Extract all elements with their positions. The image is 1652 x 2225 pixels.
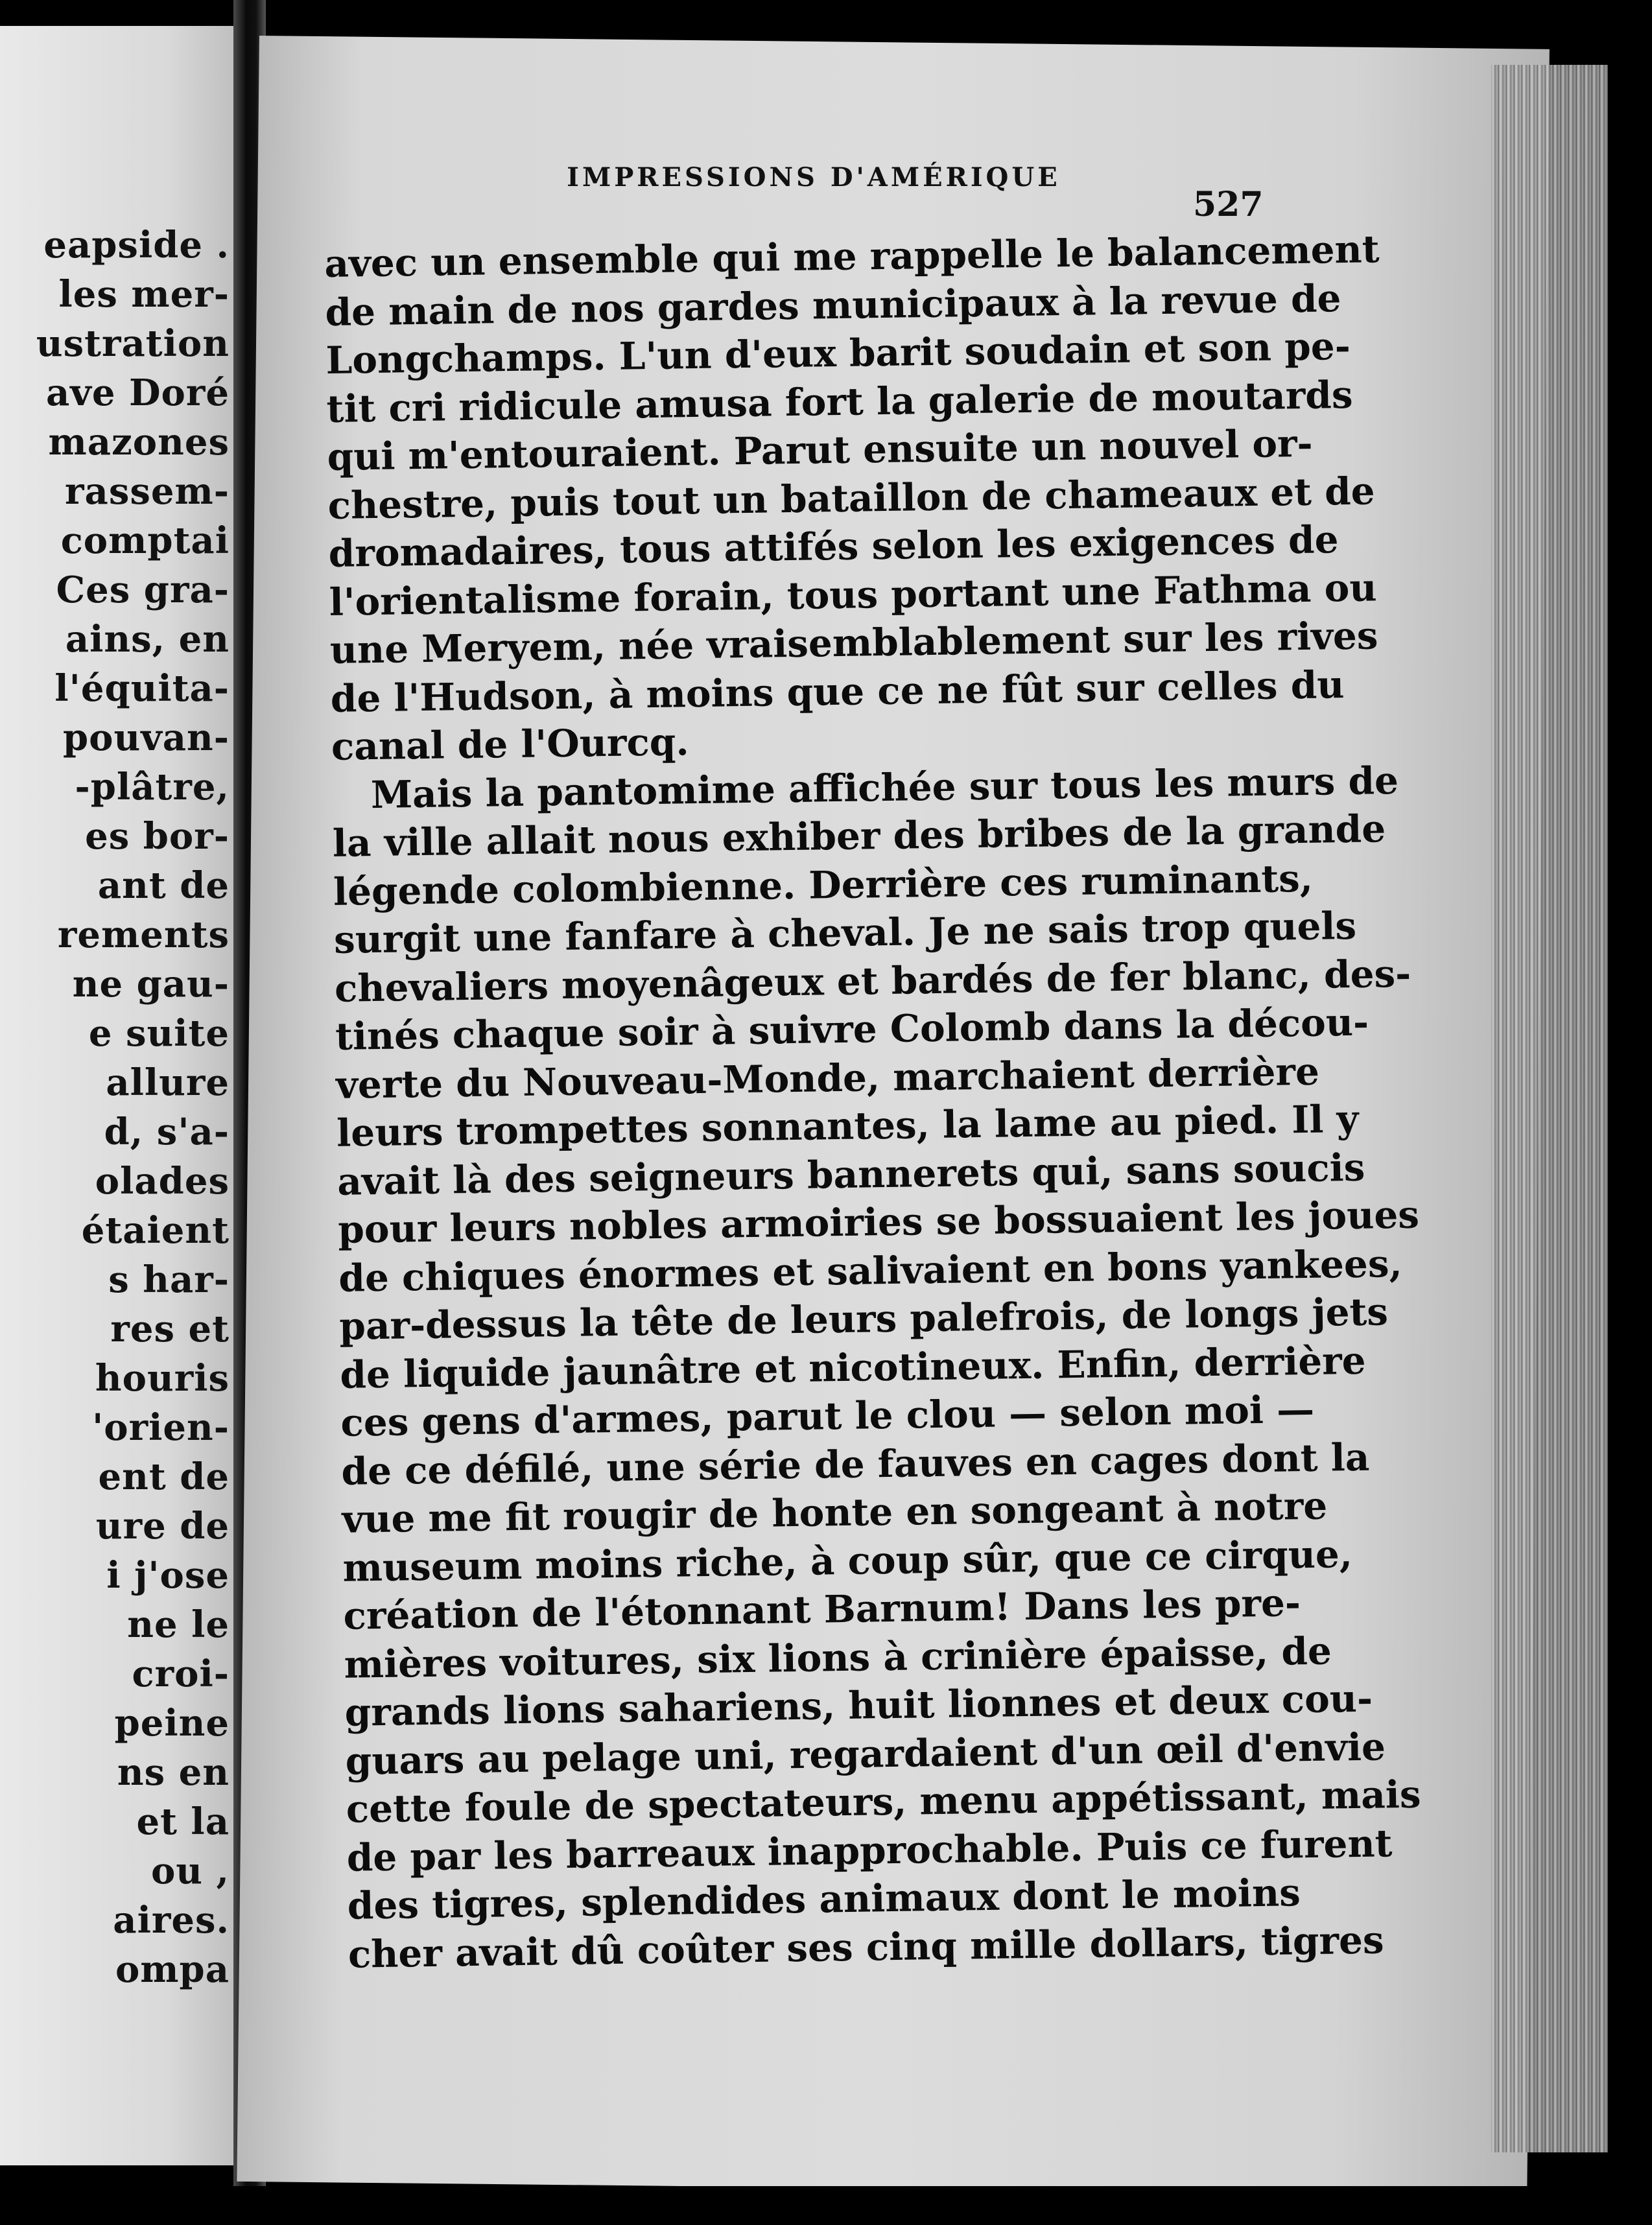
- left-line: allure: [106, 1061, 230, 1104]
- text-line: pour leurs nobles armoiries se bossuaient les joues: [337, 1192, 1420, 1252]
- text-line: canal de l'Ourcq.: [331, 720, 689, 769]
- text-line: de main de nos gardes municipaux à la revue de: [325, 276, 1341, 335]
- text-line: surgit une fanfare à cheval. Je ne sais trop quels: [333, 903, 1357, 962]
- left-line: ou ,: [150, 1850, 230, 1892]
- text-line: chevaliers moyenâgeux et bardés de fer blanc, des-: [334, 951, 1411, 1011]
- left-line: comptai: [60, 519, 230, 562]
- left-line: l'équita-: [54, 667, 230, 710]
- left-page-text: [36, 220, 230, 1994]
- text-line: de ce défilé, une série de fauves en cages dont la: [341, 1435, 1370, 1494]
- text-line: dromadaires, tous attifés selon les exigences de: [328, 517, 1339, 576]
- left-line: s har-: [108, 1258, 230, 1301]
- left-line: mazones: [48, 421, 230, 464]
- left-line: ave Doré: [46, 371, 230, 414]
- left-line: i j'ose: [106, 1554, 230, 1597]
- text-line: chestre, puis tout un bataillon de chameaux et de: [327, 468, 1375, 528]
- left-line: es bor-: [85, 815, 230, 858]
- text-line: de chiques énormes et salivaient en bons yankees,: [338, 1241, 1403, 1301]
- left-line: res et: [110, 1308, 230, 1350]
- text-line: ces gens d'armes, parut le clou — selon moi —: [340, 1387, 1315, 1445]
- text-line: de l'Hudson, à moins que ce ne fût sur celles du: [330, 662, 1345, 721]
- text-line: tit cri ridicule amusa fort la galerie de moutards: [326, 372, 1353, 431]
- text-line: museum moins riche, à coup sûr, que ce cirque,: [342, 1531, 1353, 1590]
- page-number: 527: [1193, 185, 1264, 224]
- text-line: des tigres, splendides animaux dont le moins: [347, 1870, 1301, 1928]
- text-line: cher avait dû coûter ses cinq mille dollars, tigres: [348, 1917, 1384, 1977]
- left-line: ains, en: [65, 618, 230, 661]
- text-line: cette foule de spectateurs, menu appétissant, mais: [346, 1772, 1421, 1831]
- text-line: avait là des seigneurs bannerets qui, sans soucis: [336, 1145, 1365, 1204]
- text-line: avec un ensemble qui me rappelle le balancement: [324, 227, 1380, 286]
- running-head: IMPRESSIONS D'AMÉRIQUE: [567, 162, 1061, 193]
- paragraph-first-line: Mais la pantomime affichée sur tous les murs de: [370, 758, 1399, 817]
- text-line: guars au pelage uni, regardaient d'un œil d'envie: [345, 1724, 1386, 1784]
- left-line: ns en: [117, 1751, 230, 1794]
- left-line: peine: [114, 1702, 230, 1745]
- left-line: 'orien-: [92, 1406, 230, 1449]
- left-line: Ces gra-: [56, 569, 230, 611]
- left-line: ent de: [98, 1455, 230, 1498]
- text-line: la ville allait nous exhiber des bribes de la grande: [332, 806, 1386, 865]
- text-line: Longchamps. L'un d'eux barit soudain et son pe-: [325, 324, 1351, 383]
- left-line: ure de: [95, 1505, 230, 1548]
- left-line: d, s'a-: [104, 1111, 230, 1153]
- text-line: une Meryem, née vraisemblablement sur les rives: [329, 613, 1378, 672]
- left-line: -plâtre,: [75, 766, 230, 808]
- left-line: croi-: [132, 1653, 230, 1695]
- left-line: ustration: [36, 322, 230, 365]
- left-line: ne gau-: [72, 963, 230, 1006]
- left-line: houris: [95, 1357, 230, 1400]
- left-line: les mer-: [58, 273, 230, 316]
- text-line: par-dessus la tête de leurs palefrois, de longs jets: [338, 1289, 1389, 1348]
- left-line: et la: [136, 1800, 230, 1843]
- scan-border-right: [1608, 52, 1652, 2191]
- left-line: rements: [57, 913, 230, 956]
- left-line: rassem-: [65, 470, 230, 513]
- left-line: étaient: [81, 1209, 230, 1252]
- body-text: [324, 226, 1421, 1978]
- left-line: ne le: [127, 1603, 230, 1646]
- left-line: pouvan-: [62, 716, 230, 759]
- left-page: [0, 26, 240, 2165]
- text-line: verte du Nouveau-Monde, marchaient derrière: [335, 1049, 1320, 1107]
- left-line: ompa: [115, 1948, 230, 1991]
- text-line: légende colombienne. Derrière ces ruminants,: [333, 856, 1314, 914]
- left-line: olades: [95, 1160, 230, 1203]
- left-line: aires.: [113, 1899, 230, 1942]
- text-line: de liquide jaunâtre et nicotineux. Enfin, derrière: [339, 1338, 1366, 1397]
- left-line: ant de: [97, 864, 230, 907]
- text-line: vue me fit rougir de honte en songeant à notre: [342, 1483, 1328, 1542]
- text-line: mières voitures, six lions à crinière épaisse, de: [344, 1629, 1332, 1687]
- text-line: grands lions sahariens, huit lionnes et deux cou-: [344, 1676, 1373, 1735]
- text-line: de par les barreaux inapprochable. Puis ce furent: [346, 1820, 1393, 1880]
- text-line: tinés chaque soir à suivre Colomb dans la décou-: [335, 1000, 1369, 1059]
- scan-border-bottom: [0, 2186, 1652, 2225]
- text-line: qui m'entouraient. Parut ensuite un nouvel or-: [327, 421, 1314, 479]
- text-line: l'orientalisme forain, tous portant une Fathma ou: [329, 565, 1377, 624]
- text-line: création de l'étonnant Barnum! Dans les pre-: [343, 1581, 1301, 1638]
- text-line: leurs trompettes sonnantes, la lame au pied. Il y: [336, 1096, 1359, 1155]
- left-line: e suite: [88, 1012, 230, 1055]
- left-line: eapside .: [43, 224, 230, 266]
